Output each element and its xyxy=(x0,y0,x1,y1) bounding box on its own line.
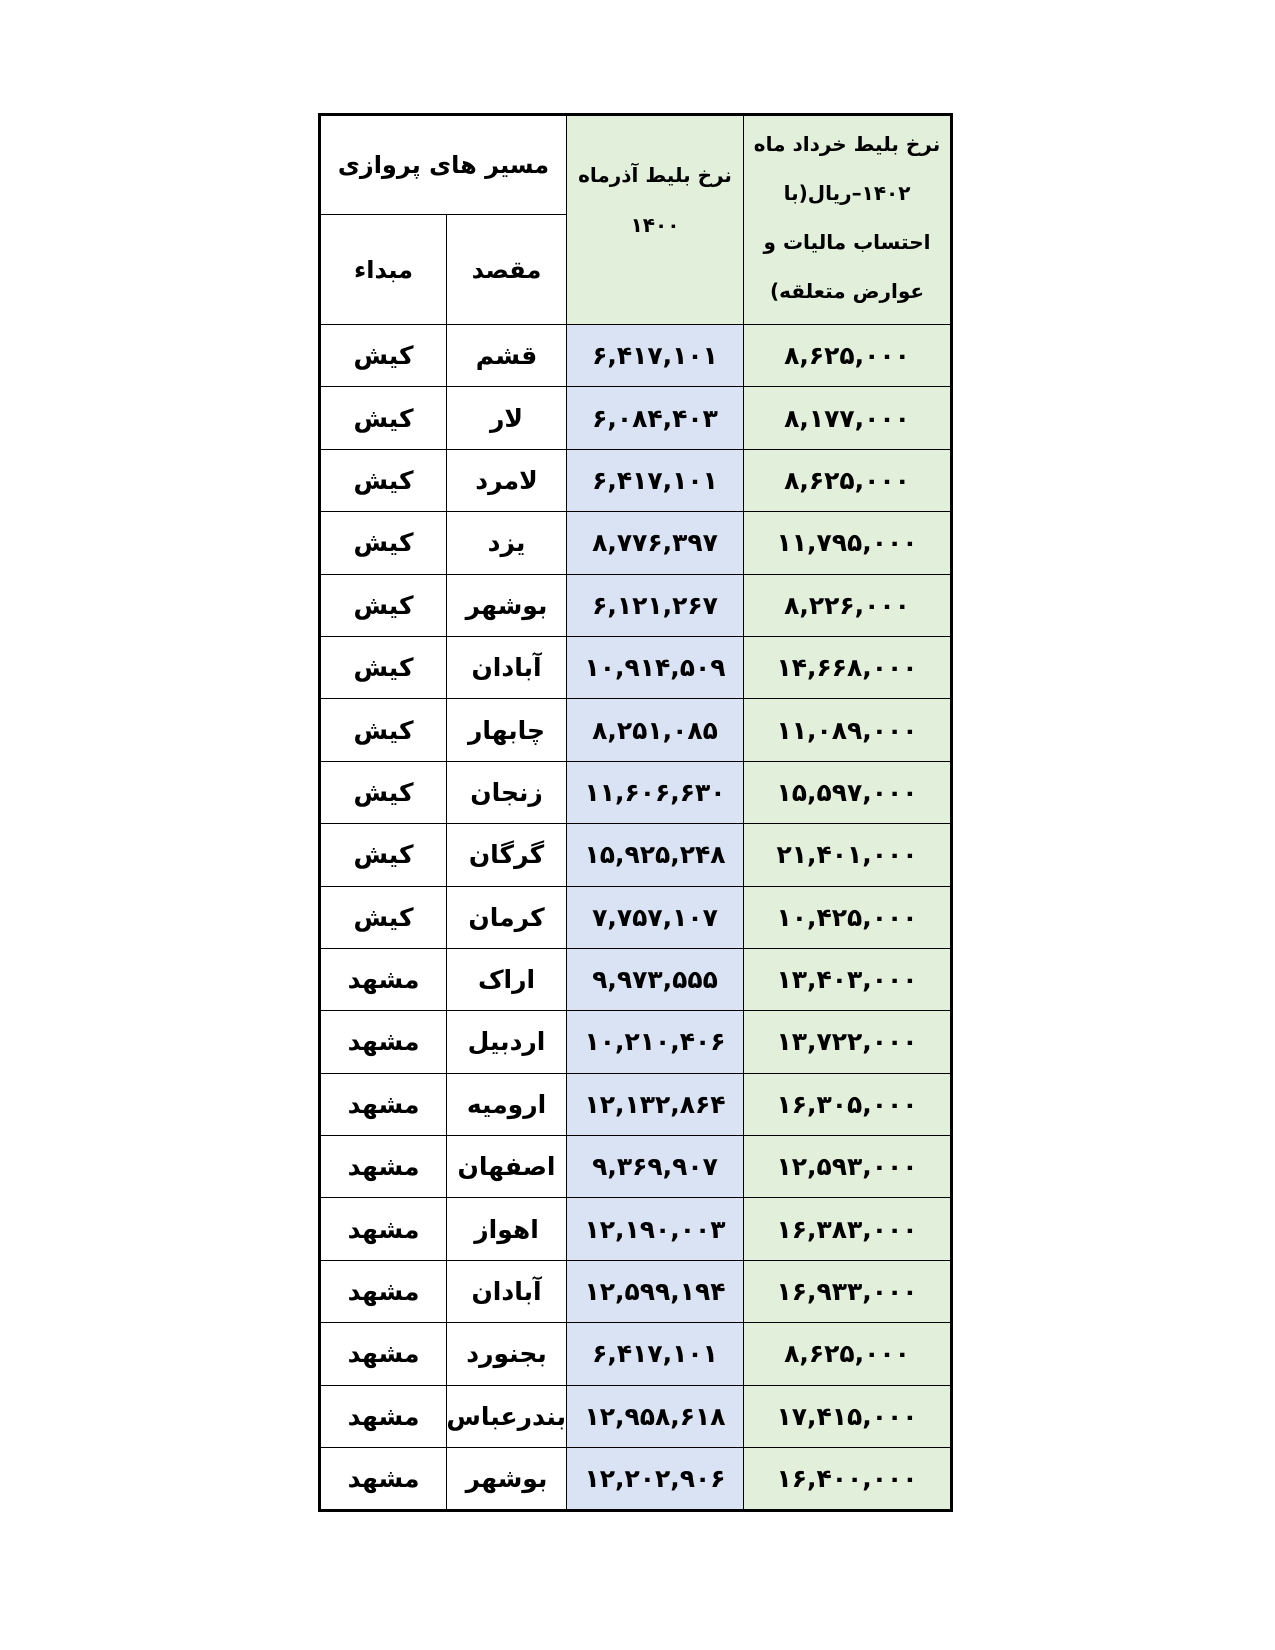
old-fare-cell: ۶,۱۲۱,۲۶۷ xyxy=(567,574,744,636)
destination-cell: کرمان xyxy=(447,886,567,948)
old-fare-cell: ۱۲,۹۵۸,۶۱۸ xyxy=(567,1385,744,1447)
table-row xyxy=(320,1136,952,1198)
old-fare-cell: ۱۰,۲۱۰,۴۰۶ xyxy=(567,1011,744,1073)
destination-cell: بوشهر xyxy=(447,574,567,636)
new-fare-cell: ۱۲,۵۹۳,۰۰۰ xyxy=(744,1136,952,1198)
origin-cell: مشهد xyxy=(320,1323,447,1385)
table-row xyxy=(320,761,952,823)
new-fare-cell: ۲۱,۴۰۱,۰۰۰ xyxy=(744,824,952,886)
old-fare-cell: ۱۱,۶۰۶,۶۳۰ xyxy=(567,761,744,823)
destination-cell: بجنورد xyxy=(447,1323,567,1385)
table-row xyxy=(320,636,952,698)
table-row xyxy=(320,699,952,761)
destination-cell: آبادان xyxy=(447,636,567,698)
new-fare-cell: ۸,۲۲۶,۰۰۰ xyxy=(744,574,952,636)
old-fare-cell: ۱۰,۹۱۴,۵۰۹ xyxy=(567,636,744,698)
origin-cell: کیش xyxy=(320,574,447,636)
old-fare-cell: ۱۲,۱۳۲,۸۶۴ xyxy=(567,1073,744,1135)
table-row xyxy=(320,1323,952,1385)
origin-cell: مشهد xyxy=(320,1198,447,1260)
old-fare-cell: ۹,۹۷۳,۵۵۵ xyxy=(567,948,744,1010)
old-fare-cell: ۸,۲۵۱,۰۸۵ xyxy=(567,699,744,761)
new-fare-cell: ۱۳,۷۲۲,۰۰۰ xyxy=(744,1011,952,1073)
new-fare-cell: ۸,۶۲۵,۰۰۰ xyxy=(744,325,952,387)
header-origin: مبداء xyxy=(320,215,447,325)
destination-cell: قشم xyxy=(447,325,567,387)
origin-cell: کیش xyxy=(320,512,447,574)
destination-cell: اردبیل xyxy=(447,1011,567,1073)
table-row xyxy=(320,512,952,574)
table-row xyxy=(320,1011,952,1073)
origin-cell: کیش xyxy=(320,449,447,511)
fare-table-body xyxy=(320,325,952,1511)
old-fare-cell: ۱۲,۵۹۹,۱۹۴ xyxy=(567,1260,744,1322)
destination-cell: آبادان xyxy=(447,1260,567,1322)
old-fare-cell: ۶,۰۸۴,۴۰۳ xyxy=(567,387,744,449)
origin-cell: مشهد xyxy=(320,1011,447,1073)
destination-cell: اهواز xyxy=(447,1198,567,1260)
destination-cell: لار xyxy=(447,387,567,449)
new-fare-cell: ۸,۶۲۵,۰۰۰ xyxy=(744,449,952,511)
new-fare-cell: ۱۳,۴۰۳,۰۰۰ xyxy=(744,948,952,1010)
origin-cell: مشهد xyxy=(320,1448,447,1511)
table-row xyxy=(320,325,952,387)
table-row xyxy=(320,1385,952,1447)
table-row xyxy=(320,1198,952,1260)
destination-cell: یزد xyxy=(447,512,567,574)
new-fare-cell: ۸,۶۲۵,۰۰۰ xyxy=(744,1323,952,1385)
destination-cell: ارومیه xyxy=(447,1073,567,1135)
table-row xyxy=(320,886,952,948)
origin-cell: مشهد xyxy=(320,1260,447,1322)
old-fare-cell: ۶,۴۱۷,۱۰۱ xyxy=(567,1323,744,1385)
table-row xyxy=(320,1073,952,1135)
origin-cell: کیش xyxy=(320,636,447,698)
destination-cell: اصفهان xyxy=(447,1136,567,1198)
destination-cell: چابهار xyxy=(447,699,567,761)
origin-cell: کیش xyxy=(320,886,447,948)
origin-cell: مشهد xyxy=(320,1073,447,1135)
new-fare-cell: ۱۴,۶۶۸,۰۰۰ xyxy=(744,636,952,698)
table-row xyxy=(320,1260,952,1322)
old-fare-cell: ۷,۷۵۷,۱۰۷ xyxy=(567,886,744,948)
old-fare-cell: ۸,۷۷۶,۳۹۷ xyxy=(567,512,744,574)
new-fare-cell: ۱۶,۴۰۰,۰۰۰ xyxy=(744,1448,952,1511)
table-row xyxy=(320,574,952,636)
header-old-fare: نرخ بلیط آذرماه ۱۴۰۰ xyxy=(567,115,744,325)
old-fare-cell: ۶,۴۱۷,۱۰۱ xyxy=(567,449,744,511)
old-fare-cell: ۱۵,۹۲۵,۲۴۸ xyxy=(567,824,744,886)
destination-cell: بوشهر xyxy=(447,1448,567,1511)
new-fare-cell: ۱۶,۹۳۳,۰۰۰ xyxy=(744,1260,952,1322)
destination-cell: گرگان xyxy=(447,824,567,886)
new-fare-cell: ۱۰,۴۲۵,۰۰۰ xyxy=(744,886,952,948)
origin-cell: کیش xyxy=(320,325,447,387)
new-fare-cell: ۱۶,۳۰۵,۰۰۰ xyxy=(744,1073,952,1135)
origin-cell: مشهد xyxy=(320,1385,447,1447)
old-fare-cell: ۱۲,۲۰۲,۹۰۶ xyxy=(567,1448,744,1511)
old-fare-cell: ۹,۳۶۹,۹۰۷ xyxy=(567,1136,744,1198)
destination-cell: لامرد xyxy=(447,449,567,511)
origin-cell: کیش xyxy=(320,824,447,886)
fare-table xyxy=(318,113,953,1512)
table-row xyxy=(320,387,952,449)
new-fare-cell: ۸,۱۷۷,۰۰۰ xyxy=(744,387,952,449)
destination-cell: زنجان xyxy=(447,761,567,823)
new-fare-cell: ۱۶,۳۸۳,۰۰۰ xyxy=(744,1198,952,1260)
table-row xyxy=(320,824,952,886)
new-fare-cell: ۱۱,۰۸۹,۰۰۰ xyxy=(744,699,952,761)
new-fare-cell: ۱۵,۵۹۷,۰۰۰ xyxy=(744,761,952,823)
origin-cell: مشهد xyxy=(320,1136,447,1198)
table-row xyxy=(320,1448,952,1511)
old-fare-cell: ۶,۴۱۷,۱۰۱ xyxy=(567,325,744,387)
header-flight-routes: مسیر های پروازی xyxy=(320,115,567,215)
origin-cell: مشهد xyxy=(320,948,447,1010)
destination-cell: اراک xyxy=(447,948,567,1010)
new-fare-cell: ۱۱,۷۹۵,۰۰۰ xyxy=(744,512,952,574)
table-row xyxy=(320,948,952,1010)
header-new-fare: نرخ بلیط خرداد ماه ۱۴۰۲–ریال(با احتساب مالیات و عوارض متعلقه) xyxy=(744,115,952,325)
table-row xyxy=(320,449,952,511)
old-fare-cell: ۱۲,۱۹۰,۰۰۳ xyxy=(567,1198,744,1260)
header-destination: مقصد xyxy=(447,215,567,325)
origin-cell: کیش xyxy=(320,387,447,449)
new-fare-cell: ۱۷,۴۱۵,۰۰۰ xyxy=(744,1385,952,1447)
origin-cell: کیش xyxy=(320,761,447,823)
origin-cell: کیش xyxy=(320,699,447,761)
destination-cell: بندرعباس xyxy=(447,1385,567,1447)
